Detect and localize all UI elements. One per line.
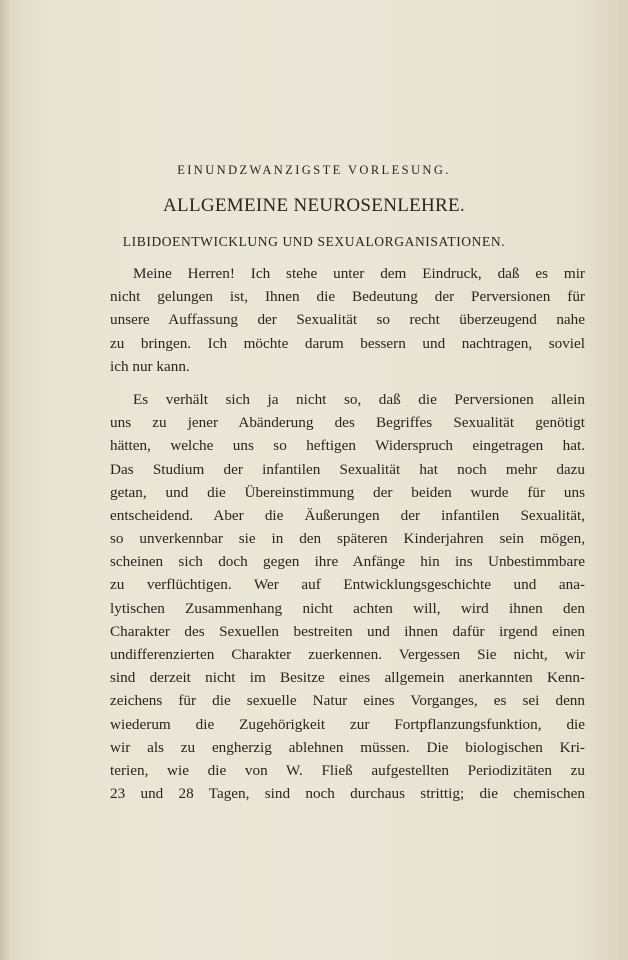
chapter-title: ALLGEMEINE NEUROSENLEHRE. bbox=[163, 195, 465, 216]
text-line: sind derzeit nicht im Besitze eines allgemein anerkannten Kenn- bbox=[110, 669, 585, 687]
text-line: so unverkennbar sie in den späteren Kinderjahren sein mögen, bbox=[110, 530, 585, 548]
text-line: zu bringen. Ich möchte darum bessern und nachtragen, soviel bbox=[110, 334, 585, 352]
text-line: wiederum die Zugehörigkeit zur Fortpflanzungsfunktion, die bbox=[110, 715, 585, 733]
text-line: nicht gelungen ist, Ihnen die Bedeutung der Perversionen für bbox=[110, 288, 585, 306]
text-line: ich nur kann. bbox=[110, 357, 190, 375]
text-line: hätten, welche uns so heftigen Widerspruch eingetragen hat. bbox=[110, 437, 585, 455]
text-line: zeichens für die sexuelle Natur eines Vorganges, es sei denn bbox=[110, 692, 585, 710]
text-line: Es verhält sich ja nicht so, daß die Perversionen allein bbox=[133, 390, 585, 408]
paragraph-1 bbox=[110, 262, 585, 378]
text-line: uns zu jener Abänderung des Begriffes Sexualität genötigt bbox=[110, 414, 585, 432]
text-line: getan, und die Übereinstimmung der beiden wurde für uns bbox=[110, 483, 585, 501]
text-line: Charakter des Sexuellen bestreiten und ihnen dafür irgend einen bbox=[110, 622, 585, 640]
text-line: terien, wie die von W. Fließ aufgestellten Periodizitäten zu bbox=[110, 761, 585, 779]
chapter-subtitle: LIBIDOENTWICKLUNG UND SEXUALORGANISATIONEN. bbox=[122, 234, 506, 249]
text-line: zu verflüchtigen. Wer auf Entwicklungsgeschichte und ana- bbox=[110, 576, 585, 594]
body-text bbox=[110, 262, 585, 805]
page-gutter-shadow bbox=[0, 0, 10, 960]
text-line: unsere Auffassung der Sexualität so recht überzeugend nahe bbox=[110, 311, 585, 329]
paragraph-2 bbox=[110, 388, 585, 805]
text-line: lytischen Zusammenhang nicht achten will, wird ihnen den bbox=[110, 599, 585, 617]
text-line: 23 und 28 Tagen, sind noch durchaus strittig; die chemischen bbox=[110, 785, 585, 803]
text-line: entscheidend. Aber die Äußerungen der infantilen Sexualität, bbox=[110, 506, 585, 524]
text-line: undifferenzierten Charakter zuerkennen. Vergessen Sie nicht, wir bbox=[110, 646, 585, 663]
lecture-number-heading: EINUNDZWANZIGSTE VORLESUNG. bbox=[177, 163, 451, 177]
text-line: wir als zu engherzig ablehnen müssen. Die biologischen Kri- bbox=[110, 738, 585, 756]
text-line: Meine Herren! Ich stehe unter dem Eindruck, daß es mir bbox=[133, 265, 585, 282]
text-line: Das Studium der infantilen Sexualität hat noch mehr dazu bbox=[110, 460, 585, 478]
text-line: scheinen sich doch gegen ihre Anfänge hin ins Unbestimmbare bbox=[110, 553, 585, 571]
